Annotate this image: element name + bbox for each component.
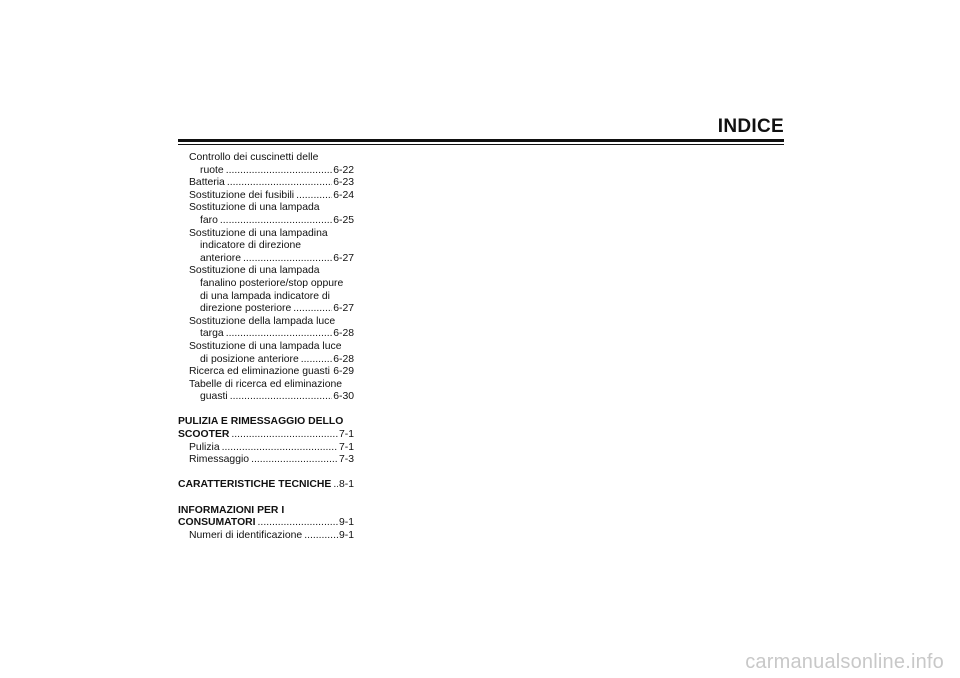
toc-entry-ricerca-guasti [178, 366, 354, 379]
toc-page-number: 6-30 [333, 391, 354, 403]
toc-entry-text: Sostituzione della lampada luce [189, 315, 336, 327]
header-rule-thick [178, 139, 784, 142]
toc-page-number: 8-1 [338, 479, 354, 491]
toc-entry-indicatore-anteriore-cont [178, 240, 354, 253]
toc-leader-dots [231, 429, 338, 442]
toc-entry-text: Pulizia [189, 441, 220, 453]
page-title: INDICE [717, 116, 784, 137]
toc-entry-text: Controllo dei cuscinetti delle [189, 152, 319, 163]
toc-entry-faro-cont [178, 215, 354, 228]
toc-entry-text: Sostituzione di una lampada luce [189, 340, 342, 352]
toc-page-number: 6-25 [333, 214, 354, 226]
toc-leader-dots [333, 479, 338, 492]
toc-leader-dots [243, 253, 332, 266]
toc-leader-dots [226, 165, 333, 178]
toc-entry-text: di posizione anteriore [200, 353, 299, 365]
toc-entry-text: guasti [200, 391, 228, 403]
toc-page-number: 9-1 [338, 529, 354, 541]
toc-leader-dots [230, 391, 332, 404]
toc-entry-indicatore-anteriore-cont [178, 253, 354, 266]
toc-page-number: 9-1 [338, 517, 354, 529]
toc-entry-fanalino-posteriore-cont [178, 303, 354, 316]
toc-entry-text: Sostituzione di una lampada [189, 265, 320, 277]
toc-entry-fusibili [178, 190, 354, 203]
toc-entry-text: faro [200, 214, 218, 226]
toc-page-number: 6-22 [333, 164, 354, 176]
toc-page-number: 6-27 [333, 303, 354, 315]
toc-section-text: CONSUMATORI [178, 517, 256, 529]
toc-section-informazioni-cont [178, 517, 354, 530]
toc-entry-fanalino-posteriore-cont [178, 291, 354, 304]
toc-section-pulizia-cont [178, 429, 354, 442]
toc-entry-fanalino-posteriore-cont [178, 278, 354, 291]
toc-section-text: CARATTERISTICHE TECNICHE [178, 479, 332, 491]
toc-page-number: 7-1 [338, 441, 354, 453]
toc-entry-text: anteriore [200, 252, 242, 264]
toc-section-informazioni [178, 505, 354, 518]
toc-entry-luce-posizione-cont [178, 354, 354, 367]
toc-entry-text: Sostituzione dei fusibili [189, 189, 295, 201]
toc-entry-tabelle-guasti-cont [178, 391, 354, 404]
toc-entry-controllo-cuscinetti [178, 152, 354, 165]
toc-entry-text: targa [200, 328, 224, 340]
toc-entry-text: direzione posteriore [200, 303, 292, 315]
toc-entry-text: ruote [200, 164, 224, 176]
toc-entry-faro [178, 202, 354, 215]
toc-section-text: PULIZIA E RIMESSAGGIO DELLO [178, 416, 344, 428]
toc-leader-dots [304, 530, 338, 543]
toc-leader-dots [301, 354, 332, 367]
toc-section-caratteristiche [178, 479, 354, 492]
toc-page-number: 7-1 [338, 429, 354, 441]
toc-page-number: 6-24 [333, 189, 354, 201]
toc-page-number: 6-29 [333, 366, 354, 378]
toc-section-pulizia [178, 416, 354, 429]
toc-entry-luce-targa-cont [178, 328, 354, 341]
table-of-contents [178, 152, 354, 542]
toc-entry-luce-targa [178, 316, 354, 329]
watermark-text: carmanualsonline.info [745, 651, 944, 673]
toc-entry-controllo-cuscinetti-cont [178, 165, 354, 178]
toc-entry-batteria [178, 177, 354, 190]
toc-entry-text: Sostituzione di una lampadina [189, 227, 328, 239]
toc-page-number: 6-27 [333, 252, 354, 264]
toc-entry-text: fanalino posteriore/stop oppure [200, 277, 344, 289]
toc-entry-text: Rimessaggio [189, 454, 250, 466]
toc-entry-tabelle-guasti [178, 379, 354, 392]
toc-leader-dots [293, 303, 332, 316]
toc-entry-luce-posizione [178, 341, 354, 354]
toc-leader-dots [251, 454, 338, 467]
toc-section-text: SCOOTER [178, 429, 230, 441]
toc-section-text: INFORMAZIONI PER I [178, 504, 285, 516]
toc-entry-text: di una lampada indicatore di [200, 290, 330, 302]
toc-leader-dots [220, 215, 332, 228]
toc-entry-fanalino-posteriore [178, 265, 354, 278]
toc-entry-text: Ricerca ed eliminazione guasti [189, 366, 330, 378]
toc-entry-indicatore-anteriore [178, 228, 354, 241]
toc-entry-text: indicatore di direzione [200, 240, 302, 252]
toc-leader-dots [222, 442, 338, 455]
toc-spacer [178, 492, 354, 505]
toc-spacer [178, 467, 354, 480]
toc-spacer [178, 404, 354, 417]
toc-entry-text: Batteria [189, 177, 225, 189]
toc-leader-dots [226, 328, 333, 341]
toc-page-number: 6-23 [333, 177, 354, 189]
toc-entry-text: Sostituzione di una lampada [189, 202, 320, 214]
toc-page-number: 6-28 [333, 353, 354, 365]
toc-entry-rimessaggio [178, 454, 354, 467]
toc-entry-numeri-identificazione [178, 530, 354, 543]
toc-page-number: 7-3 [338, 454, 354, 466]
toc-leader-dots [227, 177, 332, 190]
toc-page-number: 6-28 [333, 328, 354, 340]
header-rule-thin [178, 144, 784, 145]
toc-entry-text: Tabelle di ricerca ed eliminazione [189, 378, 343, 390]
toc-leader-dots [258, 517, 338, 530]
toc-entry-pulizia [178, 442, 354, 455]
toc-entry-text: Numeri di identificazione [189, 529, 303, 541]
toc-leader-dots [296, 190, 332, 203]
